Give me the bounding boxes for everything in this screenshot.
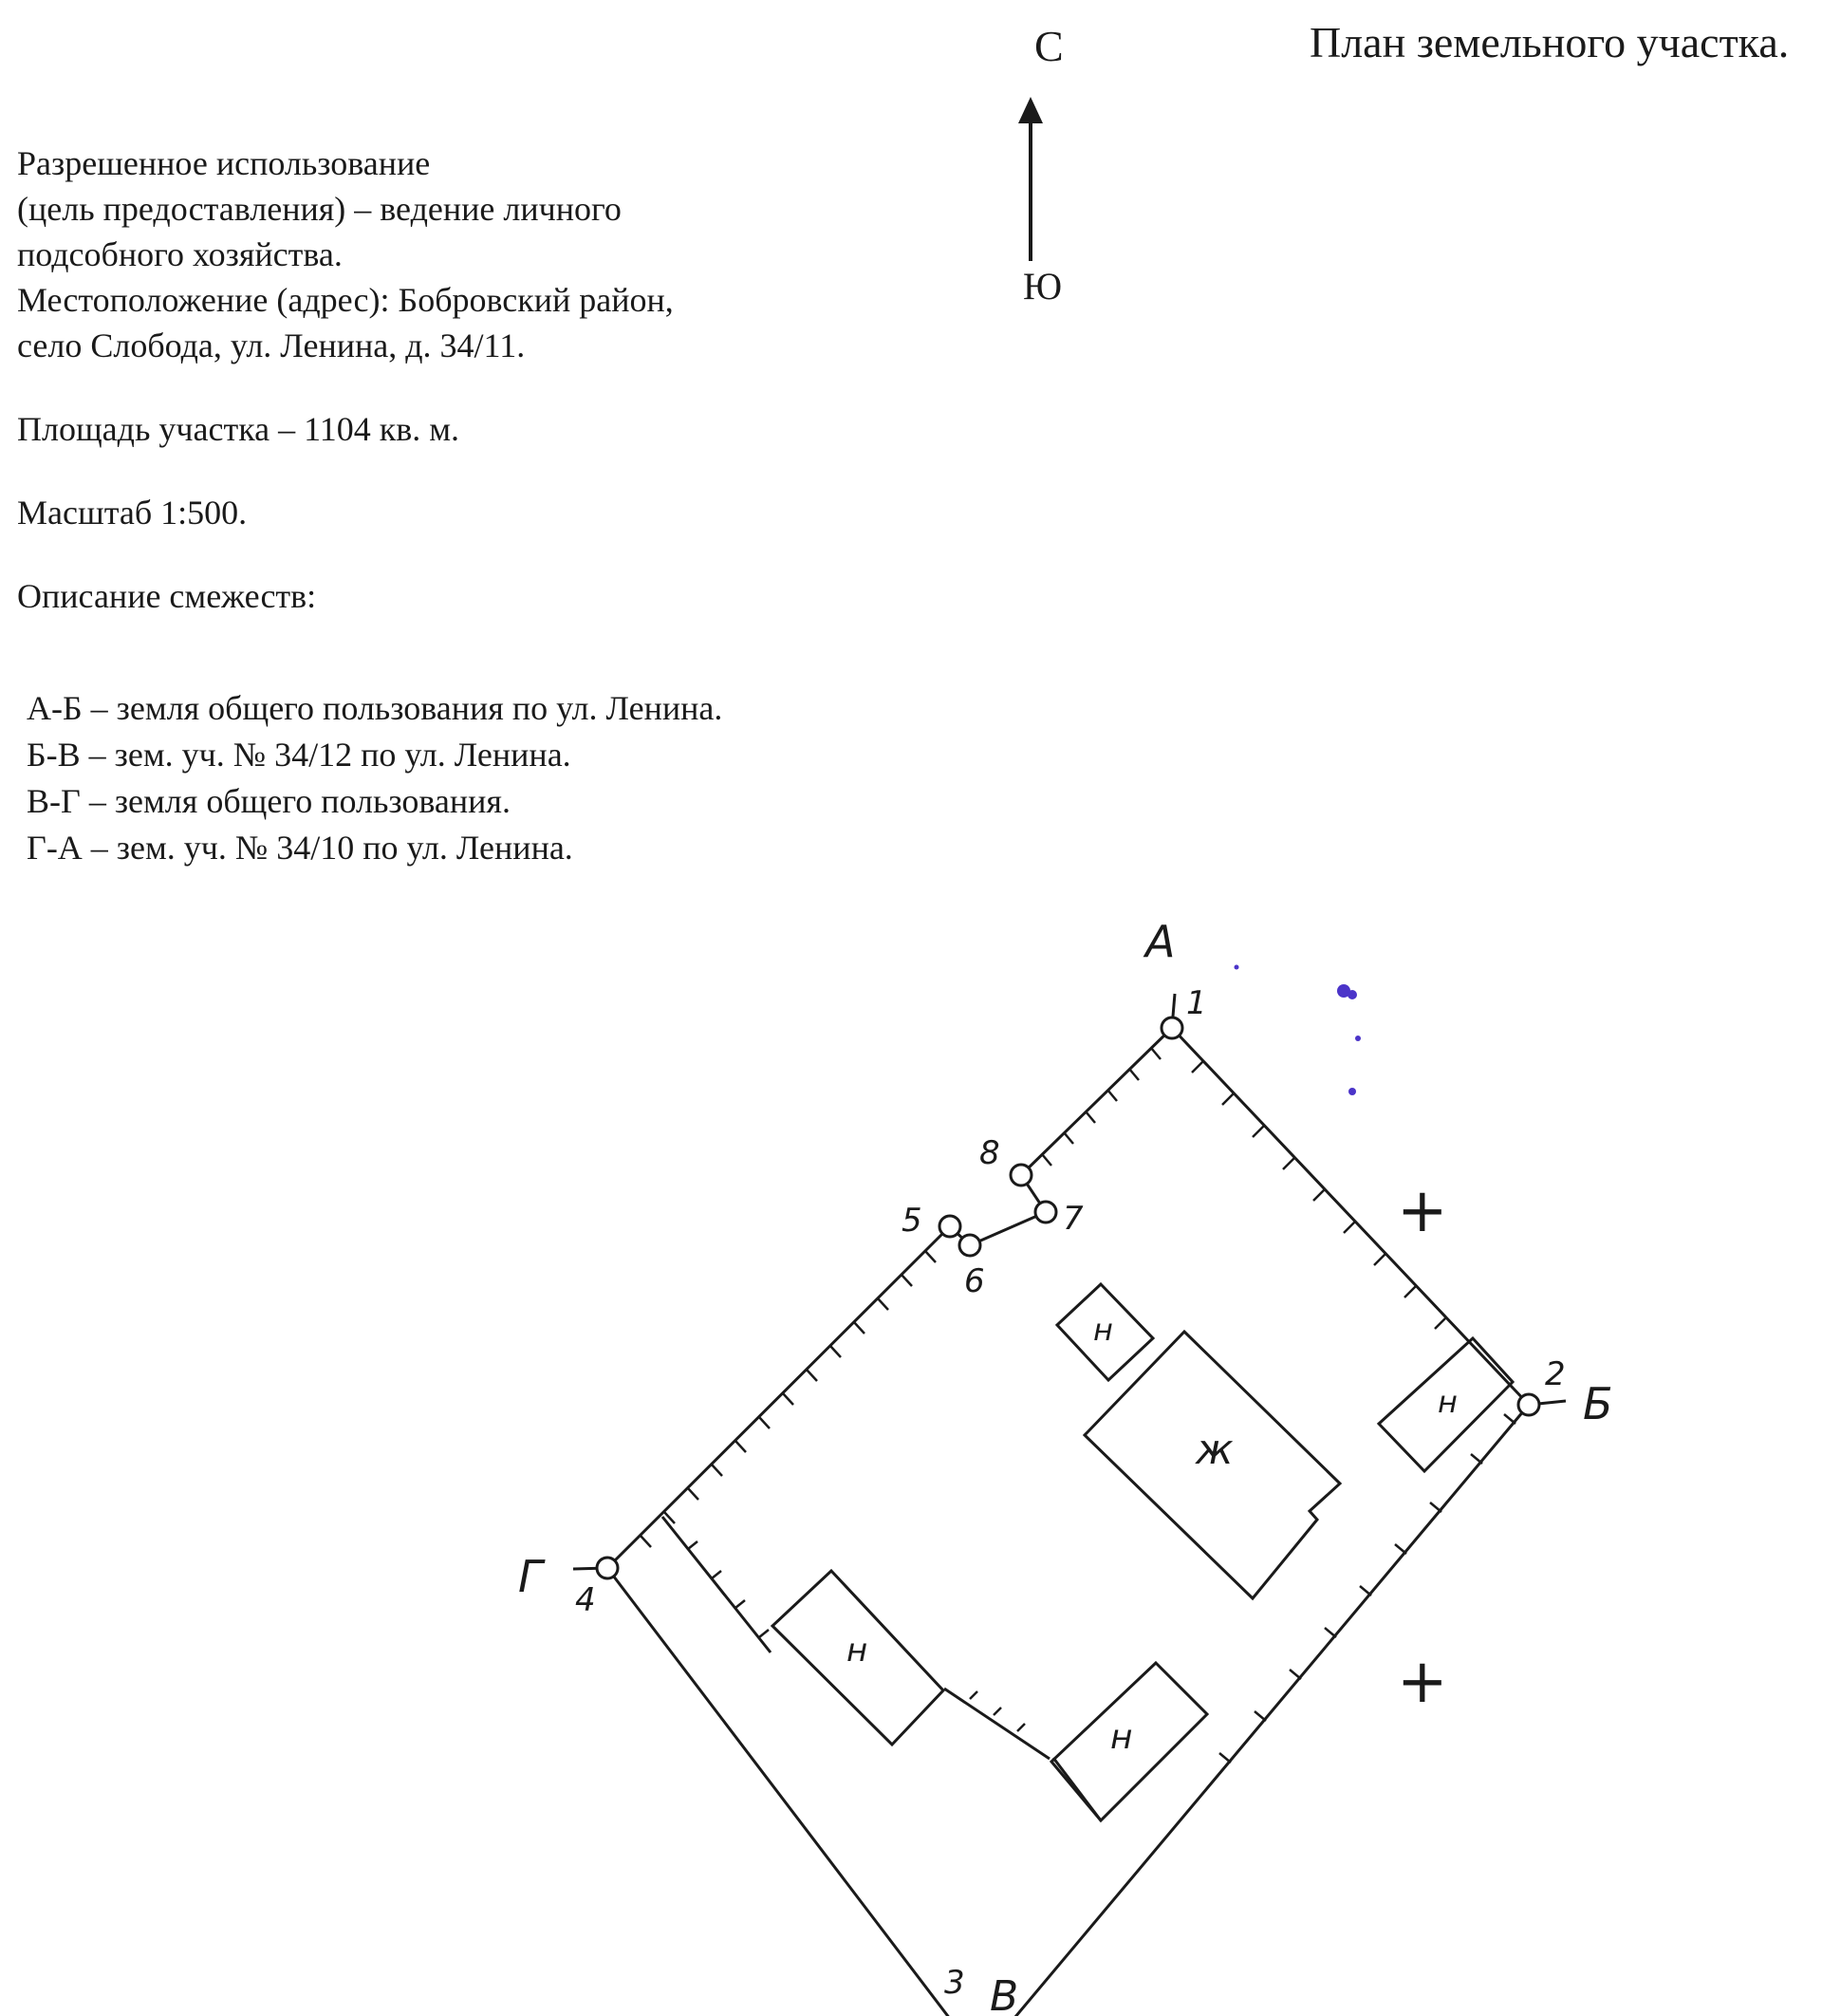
building-label-residential: ж [1196,1426,1234,1474]
survey-point-5 [939,1216,960,1237]
usage-line-3: подсобного хозяйства. [17,235,343,273]
inner-fence [662,1517,771,1652]
survey-point-8 [1011,1165,1032,1185]
building-label-nonresidential: н [1110,1718,1133,1757]
address-line-2: село Слобода, ул. Ленина, д. 34/11. [17,327,526,364]
point-number-3: 3 [944,1964,965,2002]
grid-mark: + [1397,1176,1448,1246]
ink-blot-marks [1235,965,1362,1096]
point-number-5: 5 [902,1202,922,1240]
adjacency-item: В-Г – земля общего пользования. [27,782,511,820]
north-arrow-icon [1018,97,1043,261]
inner-fence-middle [944,1689,1050,1759]
point-number-7: 7 [1063,1200,1084,1238]
corner-letter-a: А [1145,916,1176,967]
point-number-2: 2 [1545,1355,1566,1393]
point-number-1: 1 [1186,984,1207,1022]
building-label-nonresidential: н [846,1632,868,1670]
usage-line-2: (цель предоставления) – ведение личного [17,190,622,228]
plot-boundary [607,1028,1529,2016]
usage-line-1: Разрешенное использование [17,144,431,182]
point-number-4: 4 [575,1581,596,1619]
adjacency-heading: Описание смежеств: [17,577,317,615]
compass-south-label: Ю [1023,265,1063,308]
survey-point-4 [597,1558,618,1578]
plot-area: Площадь участка – 1104 кв. м. [17,410,460,448]
adjacency-item: А-Б – земля общего пользования по ул. Ленина. [27,689,723,727]
survey-point-1 [1162,1017,1182,1038]
corner-letter-g: Г [518,1551,543,1602]
plot-scale: Масштаб 1:500. [17,494,248,532]
point-number-8: 8 [979,1134,1000,1172]
adjacency-item: Б-В – зем. уч. № 34/12 по ул. Ленина. [27,736,571,774]
survey-points [597,1017,1539,2016]
corner-letter-b: Б [1583,1378,1613,1429]
compass-north-label: С [1034,22,1064,70]
survey-point-7 [1035,1202,1056,1223]
survey-point-6 [959,1235,980,1256]
building-label-nonresidential: н [1093,1312,1113,1348]
survey-point-2 [1518,1394,1539,1415]
point-number-6: 6 [964,1262,985,1300]
address-line-1: Местоположение (адрес): Бобровский район, [17,281,674,319]
grid-mark: + [1397,1647,1448,1717]
building-label-nonresidential: н [1438,1384,1458,1420]
adjacency-item: Г-А – зем. уч. № 34/10 по ул. Ленина. [27,829,573,867]
inner-fence-hatching [688,1541,769,1637]
corner-letter-v: В [990,1972,1019,2016]
page-title: План земельного участка. [1310,18,1790,66]
